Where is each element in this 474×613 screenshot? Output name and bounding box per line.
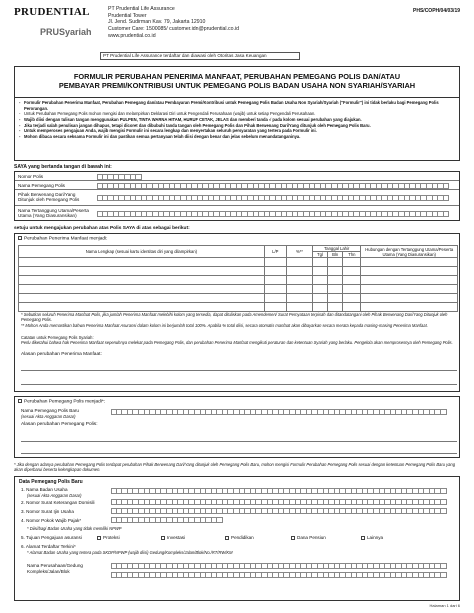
- col-month: Bln: [327, 252, 342, 258]
- row-text: Nama Badan Usaha: [26, 487, 68, 492]
- instruction-item: - Formulir Perubahan Penerima Manfaat, Perubahan Pemegang dan/atau Pembayaran Premi/Kontribusi untuk Pemegang Polis Badan Usaha Non Syariah/Syariah ("Formulir") ini tidak berlaku bagi Pemegang Polis Perorangan.: [19, 100, 455, 111]
- col-day: Tgl: [313, 252, 328, 258]
- holder-name-input[interactable]: [97, 183, 449, 189]
- instruction-item: - Jika terjadi salah penulisan jangan dihapus, tetapi dicoret dan dibubuhi tanda tangan oleh Pemegang Polis dan Pihak Berwenang Dari/Yang ditunjuk oleh Pemegang Polis Baru.: [19, 123, 455, 129]
- row-number: 4.: [21, 518, 25, 523]
- sharia-note-text: Perlu diketahui bahwa hak Penerima Manfaat sepenuhnya melekat pada Pemegang Polis, dan perubahan Penerima Manfaat mengikuti peraturan dan ketentuan Syariah yang berlaku. Pengelola akan memprosesnya oleh Pemegang Polis.: [21, 340, 453, 346]
- domicile-label: [21, 500, 95, 506]
- beneficiary-footnote-2: ** Mohon Anda memastikan bahwa Penerima Manfaat Asuransi dalam kolom ini berjumlah total 100%. Apabila % total diisi, secara otomatis manfaat akan dibayarkan secara merata kepada masing-masing Penerima Manfaat.: [21, 323, 428, 328]
- char-cell[interactable]: [444, 211, 450, 217]
- option-label: Lainnya: [367, 535, 384, 540]
- beneficiary-title: [18, 236, 107, 242]
- holder-change-checkbox[interactable]: [18, 399, 22, 403]
- new-holder-data-label: Data Pemegang Polis Baru: [19, 479, 83, 485]
- row-label: Pihak Berwenang Dari/Yang Ditunjuk oleh Pemegang Polis: [18, 192, 80, 203]
- authorized-party-row: [15, 190, 459, 206]
- instructions: [14, 98, 460, 161]
- holder-name-row: [15, 181, 459, 190]
- holder-reason-label: Alasan perubahan Pemegang Polis:: [21, 422, 98, 427]
- npwp-note: * Diisi/bagi Badan Usaha yang tidak memiliki NPWP: [27, 526, 122, 531]
- address-note: * Alamat Badan Usaha yang tertera pada SKDP/NPWP (wajib diisi) Gedung/Kompleks/Jalan/Blok/No./RT/RW/KM: [27, 550, 233, 555]
- row-text: Nomor Pokok Wajib Pajak*: [26, 518, 82, 523]
- section-b-intro: setuju untuk mengajukan perubahan atas Polis SAYA di atas sebagai berikut:: [14, 226, 190, 231]
- char-cell[interactable]: [441, 508, 447, 514]
- instruction-item: - Untuk memperoses pengajuan Anda, wajib mengisi Formulir ini secara lengkap dan menyertakan seluruh persyaratan yang tertera pada Formulir ini.: [19, 128, 455, 134]
- reason-line[interactable]: [21, 453, 457, 454]
- company-address: [108, 6, 239, 39]
- reason-line[interactable]: [21, 441, 457, 442]
- footnote-text: Sebutkan seluruh Penerima Manfaat Polis, jika jumlah Penerima Manfaat melebihi kolom yang tersedia, dapat dituliskan pada Amendemen/ Surat Pernyataan terpisah dan ditandatangani oleh Pihak Berwenang Dari/Yang Ditunjuk oleh Pemegang Polis.: [21, 312, 448, 323]
- col-name: Nama Lengkap (sesuai kartu identitas diri yang dilampirkan): [19, 246, 265, 258]
- option-label: Pendidikan: [231, 535, 254, 540]
- purpose-label: 5. Tujuan Pengajuan asuransi: [21, 535, 82, 540]
- option-proteksi[interactable]: [97, 535, 120, 541]
- beneficiary-checkbox[interactable]: [18, 236, 22, 240]
- form-title: [14, 66, 460, 98]
- company-line: Customer Care: 1500085/ customer.idn@prudential.co.id: [108, 25, 239, 32]
- row-label: Nama Tertanggung Utama/Peserta Utama (Yang Diasuransikan): [18, 208, 89, 219]
- building-input-1[interactable]: [111, 563, 447, 569]
- building-label: Nama Perusahaan/Gedung Kompleks/Jalan/Blok: [27, 563, 83, 574]
- registration-note: PT Prudential Life Assurance terdaftar dan diawasi oleh Otoritas Jasa Keuangan: [100, 52, 300, 60]
- business-permit-label: [21, 509, 74, 515]
- entity-name-label: [21, 487, 82, 498]
- col-lp: L/P: [264, 246, 286, 258]
- reason-line[interactable]: [21, 370, 457, 371]
- title-line: FORMULIR PERUBAHAN PENERIMA MANFAAT, PERUBAHAN PEMEGANG POLIS DAN/ATAU: [73, 72, 401, 81]
- npwp-label: [21, 518, 81, 524]
- address-label: 6. Alamat Terdaftar Terkini*: [21, 544, 76, 549]
- table-row[interactable]: [19, 267, 458, 276]
- beneficiary-footnote-1: * Sebutkan seluruh Penerima Manfaat Polis, jika jumlah Penerima Manfaat melebihi kolom yang tersedia, dapat dituliskan pada Amendemen/ Surat Pernyataan terpisah dan ditandatangani oleh Pihak Berwenang Dari/Yang Ditunjuk oleh Pemegang Polis.: [21, 312, 448, 323]
- note-text: Alamat Badan Usaha yang tertera pada SKDP/NPWP (wajib diisi) Gedung/Kompleks/Jalan/Blok/No./RT/RW/KM: [29, 550, 233, 555]
- holder-change-title: [18, 399, 105, 405]
- table-row[interactable]: [19, 276, 458, 285]
- option-pendidikan[interactable]: [225, 535, 254, 541]
- table-row[interactable]: [19, 258, 458, 267]
- char-cell[interactable]: [444, 195, 450, 201]
- checkbox-icon[interactable]: [225, 536, 229, 540]
- prusyariah-wordmark: [40, 27, 106, 38]
- char-cell[interactable]: [441, 488, 447, 494]
- footnote-text: Mohon Anda memastikan bahwa Penerima Manfaat Asuransi dalam kolom ini berjumlah total 100%. Apabila % total diisi, secara otomatis manfaat akan dibayarkan secara merata kepada masing-masing Penerima Manfaat.: [25, 323, 428, 328]
- domicile-input[interactable]: [111, 499, 447, 505]
- npwp-input[interactable]: [111, 517, 223, 523]
- beneficiary-title-text: Perubahan Penerima Manfaat menjadi:: [24, 236, 108, 242]
- beneficiary-box: [14, 233, 460, 392]
- row-label: Nomor Polis: [18, 174, 44, 179]
- footnote-text: Jika dengan adanya perubahan Pemegang Polis terdapat perubahan Pihak Berwenang Dari/Yang ditunjuk oleh Pemegang Polis Baru, mohon mengisi Formulir Perubahan Pemegang Polis sesuai dengan ketentuan Pemegang Polis Baru yang akan diperbarui beserta kelengkapan dokumen.: [14, 462, 455, 473]
- char-cell[interactable]: [217, 517, 223, 523]
- char-cell[interactable]: [136, 174, 142, 180]
- new-holder-name-input[interactable]: [111, 409, 447, 415]
- row-label: Nama Pemegang Polis: [18, 183, 65, 188]
- section-a-label: SAYA yang bertanda tangan di bawah ini:: [14, 164, 112, 170]
- row-number: 3.: [21, 509, 25, 514]
- business-permit-input[interactable]: [111, 508, 447, 514]
- instruction-item: - Untuk Perubahan Pemegang Polis mohon mengisi dan melampirkan Deklarasi Diri untuk Pengendali Perusahaan (wajib) untuk setiap Pengendali Perusahaan.: [19, 111, 455, 117]
- checkbox-icon[interactable]: [161, 536, 165, 540]
- title-line: PEMBAYAR PREMI/KONTRIBUSI UNTUK PEMEGANG POLIS BADAN USAHA NON SYARIAH/SYARIAH: [58, 81, 416, 91]
- row-note: (sesuai Akta Anggaran Dasar): [27, 492, 82, 498]
- authorized-party-input[interactable]: [97, 195, 449, 201]
- row-text: Nomor Surat Keterangan Domisili: [26, 500, 95, 505]
- reason-line[interactable]: [21, 384, 457, 385]
- checkbox-icon[interactable]: [291, 536, 295, 540]
- char-cell[interactable]: [444, 183, 450, 189]
- label-note: (sesuai Akta Anggaran Dasar): [21, 413, 76, 419]
- table-row[interactable]: [19, 285, 458, 294]
- option-label: Investasi: [167, 535, 186, 540]
- logo-wordmark: PRUDENTIAL: [14, 6, 90, 18]
- holder-change-box: [14, 396, 460, 458]
- beneficiary-table: [18, 245, 458, 312]
- table-row[interactable]: [19, 294, 458, 303]
- sharia-note: [21, 335, 457, 346]
- policy-holder-box: [14, 171, 460, 221]
- new-holder-name-label: [21, 408, 79, 419]
- logo-sub-pru: PRU: [40, 27, 60, 38]
- page-number: Halaman 1 dari 6: [429, 603, 460, 609]
- option-label: Proteksi: [103, 535, 120, 540]
- company-line: www.prudential.co.id: [108, 32, 156, 39]
- logo-sub-syariah: Syariah: [59, 27, 92, 38]
- char-cell[interactable]: [441, 409, 447, 415]
- option-investasi[interactable]: [161, 535, 185, 541]
- option-label: Dana Pensiun: [297, 535, 326, 540]
- company-line: PT Prudential Life Assurance: [108, 6, 175, 12]
- col-pct: %**: [286, 246, 312, 258]
- option-lainnya[interactable]: [361, 535, 383, 541]
- policy-number-row: [15, 172, 459, 181]
- row-text: Nomor Surat Ijin Usaha: [26, 509, 74, 514]
- label-text: Nama Pemegang Polis Baru: [21, 408, 79, 413]
- prudential-logo: [14, 6, 106, 38]
- company-line: Prudential Tower: [108, 12, 147, 19]
- insured-name-row: [15, 206, 459, 222]
- insured-name-input[interactable]: [97, 211, 449, 217]
- holder-change-title-text: Perubahan Pemegang Polis menjadi*:: [24, 399, 106, 405]
- table-row[interactable]: [19, 303, 458, 312]
- entity-name-input[interactable]: [111, 488, 447, 494]
- char-cell[interactable]: [441, 563, 447, 569]
- char-cell[interactable]: [441, 572, 447, 578]
- company-line: Jl. Jend. Sudirman Kav. 79, Jakarta 12910: [108, 19, 206, 26]
- row-number: 1.: [21, 487, 25, 492]
- purpose-row: [21, 535, 461, 541]
- checkbox-icon[interactable]: [97, 536, 101, 540]
- instruction-item: - Wajib diisi dengan tulisan tangan menggunakan PULPEN, TINTA WARNA HITAM, HURUF CETAK, JELAS dan memberi tanda √ pada kolom sesuai perubahan yang diajukan.: [19, 117, 455, 123]
- holder-change-footnote: * Jika dengan adanya perubahan Pemegang Polis terdapat perubahan Pihak Berwenang Dari/Yang ditunjuk oleh Pemegang Polis Baru, mohon mengisi Formulir Perubahan Pemegang Polis sesuai dengan ketentuan Pemegang Polis Baru yang akan diperbarui beserta kelengkapan dokumen.: [14, 462, 455, 473]
- new-holder-data-box: [14, 476, 460, 601]
- note-text: Diisi/bagi Badan Usaha yang tidak memiliki NPWP: [29, 526, 122, 531]
- instruction-item: - Mohon dibaca secara seksama Formulir ini dan pastikan semua pertanyaan telah diisi dengan benar dan jelas sebelum menandatanganinya.: [19, 134, 455, 140]
- policy-number-input[interactable]: [97, 174, 142, 180]
- char-cell[interactable]: [441, 499, 447, 505]
- col-year: Thn: [343, 252, 361, 258]
- checkbox-icon[interactable]: [361, 536, 365, 540]
- col-dob: Tanggal Lahir: [313, 246, 361, 252]
- option-dana-pensiun[interactable]: [291, 535, 326, 541]
- col-relationship: Hubungan dengan Tertanggung Utama/Peserta Utama (Yang Diasuransikan): [361, 246, 458, 258]
- row-number: 2.: [21, 500, 25, 505]
- beneficiary-reason-label: Alasan perubahan Penerima Manfaat:: [21, 352, 102, 357]
- sharia-note-title: Catatan untuk Pemegang Polis Syariah:: [21, 335, 94, 340]
- building-input-2[interactable]: [111, 572, 447, 578]
- document-code: PHS/COPH/04/03/19: [413, 8, 460, 14]
